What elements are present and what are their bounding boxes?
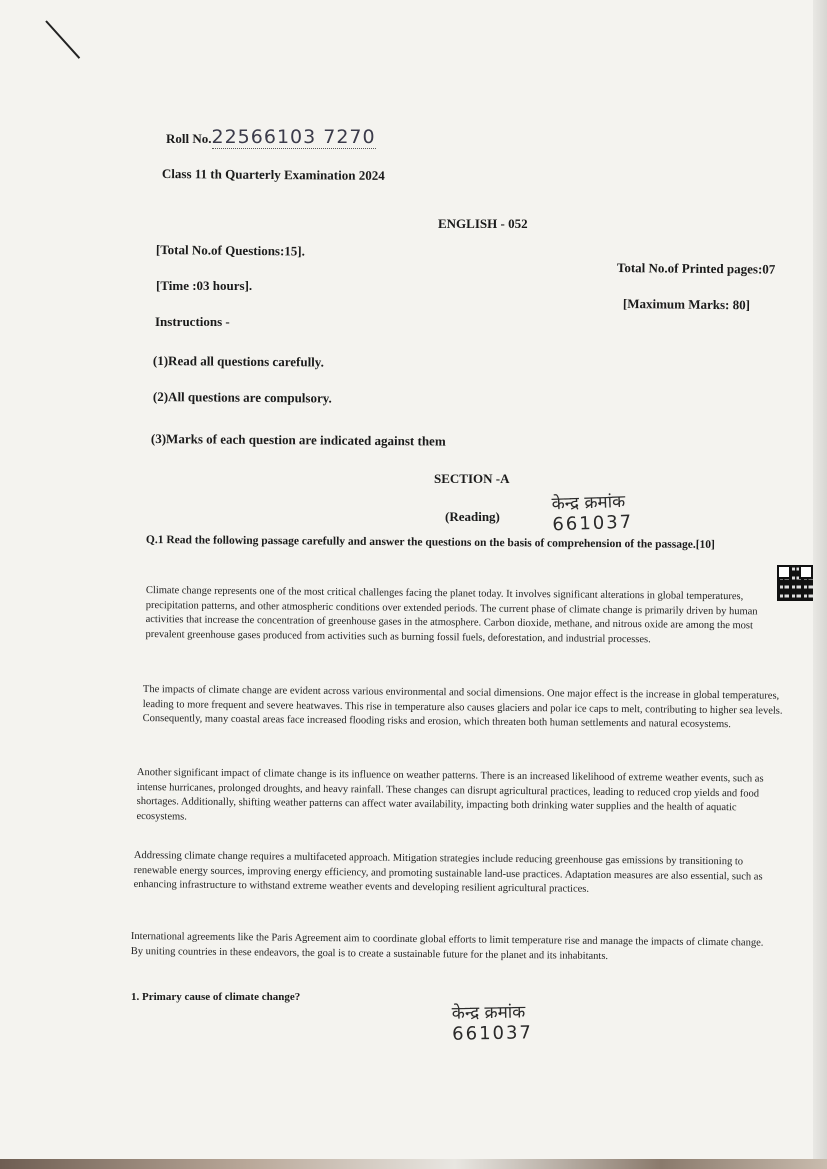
- roll-label: Roll No.: [166, 131, 212, 146]
- centre-stamp: [551, 489, 633, 536]
- max-marks: [Maximum Marks: 80]: [622, 296, 751, 313]
- roll-value: 22566103 7270: [211, 126, 376, 148]
- printed-pages: Total No.of Printed pages:07: [616, 260, 776, 277]
- stamp-hindi-label: केन्द्र क्रमांक: [551, 491, 626, 515]
- section-subtitle: (Reading): [445, 509, 500, 524]
- sub-question: 1. Primary cause of climate change?: [131, 991, 301, 1003]
- instruction-item: (2)All questions are compulsory.: [152, 389, 332, 406]
- passage-paragraph: International agreements like the Paris Agreement aim to coordinate global efforts to limit temperature rise and manage the impacts of climate change. By uniting countries in these endeavors, the goal is to create a sustainable future for the planet and its inhabitants.: [130, 930, 764, 962]
- desk-strip: [0, 1159, 827, 1169]
- passage-paragraph: The impacts of climate change are evident across various environmental and social dimensions. One major effect is the increase in global temperatures, leading to more frequent and severe heatwaves. This rise in temperature also causes glaciers and polar ice caps to melt, contributing to higher sea levels. Consequently, many coastal areas face increased flooding risks and erosion, which threaten both human settlements and natural ecosystems.: [142, 683, 783, 731]
- instruction-item: (1)Read all questions carefully.: [152, 353, 324, 370]
- subject-code: ENGLISH - 052: [438, 216, 528, 231]
- exam-title: Class 11 th Quarterly Examination 2024: [161, 166, 385, 183]
- page-edge-shadow: [813, 0, 827, 1169]
- total-questions: [Total No.of Questions:15].: [155, 242, 306, 259]
- pen-stroke-mark: [45, 20, 80, 58]
- passage-paragraph: Another significant impact of climate change is its influence on weather patterns. There is an increased likelihood of extreme weather events, such as intense hurricanes, prolonged droughts, and heavy rainfall. These changes can disrupt agricultural practices, leading to reduced crop yields and food shortages. Additionally, shifting weather patterns can affect water availability, impacting both drinking water supplies and the health of aquatic ecosystems.: [136, 766, 764, 823]
- question-prompt: Q.1 Read the following passage carefully and answer the questions on the basis of comprehension of the passage.[10]: [145, 533, 715, 551]
- section-title: SECTION -A: [434, 471, 510, 486]
- stamp-number: 661037: [552, 511, 634, 536]
- stamp-number: 661037: [452, 1022, 534, 1045]
- stamp-hindi-label: केन्द्र क्रमांक: [451, 1002, 526, 1024]
- instruction-item: (3)Marks of each question are indicated against them: [150, 431, 446, 449]
- passage-paragraph: Addressing climate change requires a multifaceted approach. Mitigation strategies include reducing greenhouse gas emissions by transitioning to renewable energy sources, improving energy efficiency, and promoting sustainable land-use practices. Adaptation measures are also essential, such as enhancing infrastructure to withstand extreme weather events and developing resilient agricultural practices.: [133, 849, 763, 895]
- roll-number: [166, 126, 376, 148]
- exam-time: [Time :03 hours].: [156, 278, 253, 293]
- instructions-heading: Instructions -: [155, 314, 230, 329]
- passage-paragraph: Climate change represents one of the most critical challenges facing the planet today. It involves significant alterations in global temperatures, precipitation patterns, and other atmospheric conditions over extended periods. The current phase of climate change is primarily driven by human activities that increase the concentration of greenhouse gases in the atmosphere. Carbon dioxide, methane, and nitrous oxide are among the most prevalent greenhouse gases produced from activities such as burning fossil fuels, deforestation, and industrial processes.: [145, 584, 758, 645]
- centre-stamp-bottom: [452, 999, 533, 1044]
